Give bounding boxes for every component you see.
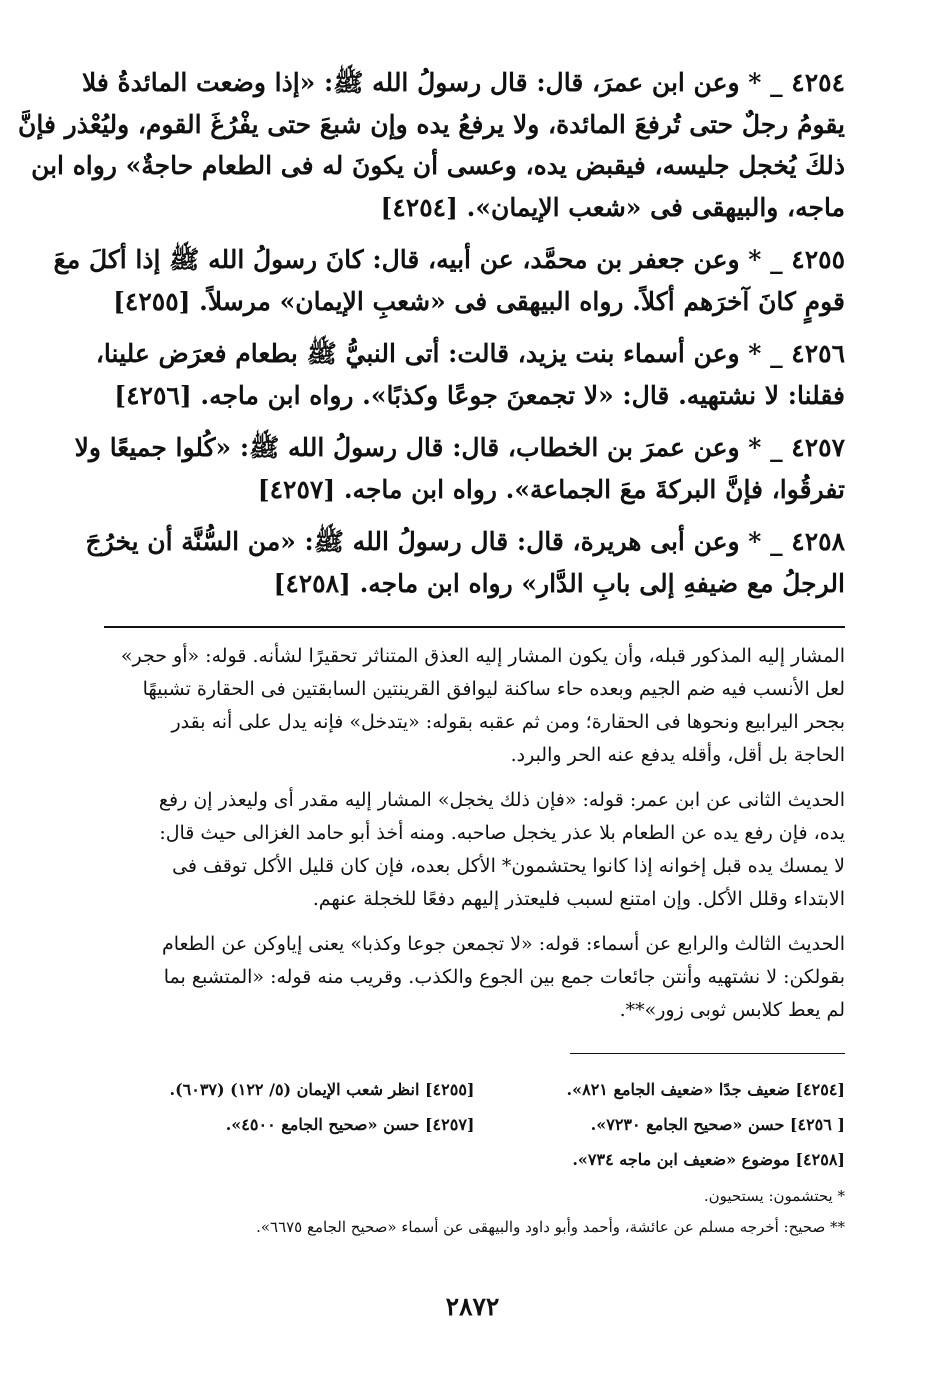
text-line: يقومُ رجلٌ حتى تُرفعَ المائدة، ولا يرفعُ يده وإن شبعَ حتى يفْرُغَ القوم، وليُعْذر فإنَّ xyxy=(18,109,845,139)
text-line: لا يمسك يده قبل إخوانه إذا كانوا يحتشمون* الأكل بعده، فإن كان قليل الأكل توقف فى xyxy=(172,855,845,877)
page-number: ٢٨٧٢ xyxy=(445,1292,500,1321)
reference-4255: [٤٢٥٥] انظر شعب الإيمان (٥/ ١٢٢) (٦٠٣٧). xyxy=(169,1080,475,1099)
reference-row xyxy=(104,1142,845,1177)
text-line: الرجلُ مع ضيفهِ إلى بابِ الدَّار» رواه ابن ماجه. [٤٢٥٨] xyxy=(273,568,845,598)
text-line: الحديث الثانى عن ابن عمر: قوله: «فإن ذلك يخجل» المشار إليه مقدر أى وليعذر إن رفع xyxy=(158,789,845,811)
hadith-4254 xyxy=(18,62,845,228)
commentary-section xyxy=(104,640,845,1027)
text-line: يده، فإن رفع يده عن الطعام بلا عذر يخجل صاحبه. ومنه أخذ أبو حامد الغزالى حيث قال: xyxy=(159,822,845,844)
text-line: ذلكَ يُخجل جليسه، فيقبض يده، وعسى أن يكونَ له فى الطعام حاجةٌ» رواه ابن xyxy=(31,151,845,180)
takhrij-references xyxy=(104,1072,845,1177)
text-line: ٤٢٥٦ _ * وعن أسماء بنت يزيد، قالت: أتى النبيُّ ﷺ بطعام فعرَض علينا، xyxy=(95,339,845,368)
hadith-section xyxy=(18,62,845,604)
reference-4258: [٤٢٥٨] موضوع «ضعيف ابن ماجه ٧٣٤». xyxy=(572,1150,845,1169)
text-line: الحديث الثالث والرابع عن أسماء: قوله: «لا تجمعن جوعا وكذبا» يعنى إياوكن عن الطعام xyxy=(161,933,845,955)
reference-row xyxy=(104,1072,845,1107)
text-line: لم يعط كلابس ثوبى زور»**. xyxy=(619,999,845,1021)
commentary-paragraph xyxy=(104,928,845,1027)
text-line: المشار إليه المذكور قبله، وأن يكون المشار إليه العذق المتناثر تحقيرًا لشأنه. قوله: «أو حجر» xyxy=(120,645,845,667)
text-line: ٤٢٥٧ _ * وعن عمرَ بن الخطاب، قال: قال رسولُ الله ﷺ: «كُلوا جميعًا ولا xyxy=(74,433,845,462)
footnotes xyxy=(104,1181,845,1243)
text-line: لعل الأنسب فيه ضم الجيم وبعده حاء ساكنة ليوافق القرينتين السابقتين فى الحقارة تشبيهًا xyxy=(142,678,845,700)
text-line: ماجه، والبيهقى فى «شعب الإيمان». [٤٢٥٤] xyxy=(380,192,845,222)
reference-4254: [٤٢٥٤] ضعيف جدًا «ضعيف الجامع ٨٢١». xyxy=(566,1080,845,1099)
footnote-double-star: ** صحيح: أخرجه مسلم عن عائشة، وأحمد وأبو داود والبيهقى عن أسماء «صحيح الجامع ٦٦٧٥». xyxy=(256,1218,845,1236)
footnote-star: * يحتشمون: يستحيون. xyxy=(703,1187,845,1205)
text-line: الابتداء وقلل الأكل. وإن امتنع لسبب فليعتذر إليهم دفعًا للخجلة عنهم. xyxy=(312,888,845,910)
hadith-4257 xyxy=(74,427,845,510)
hadith-4255 xyxy=(53,239,845,322)
hadith-4258 xyxy=(85,521,845,604)
reference-row xyxy=(104,1107,845,1142)
text-line: بجحر اليرابيع ونحوها فى الحقارة؛ ومن ثم عقبه بقوله: «يتدخل» فإنه يدل على أنه بقدر xyxy=(171,711,845,733)
text-line: الحاجة بل أقل، وأقله يدفع عنه الحر والبرد. xyxy=(510,744,845,766)
text-line: ٤٢٥٨ _ * وعن أبى هريرة، قال: قال رسولُ الله ﷺ: «من السُّنَّة أن يخرُجَ xyxy=(85,527,845,556)
section-divider xyxy=(104,626,845,628)
reference-4257: [٤٢٥٧] حسن «صحيح الجامع ٤٥٠٠». xyxy=(225,1115,475,1134)
commentary-paragraph xyxy=(104,640,845,772)
reference-4256: [ ٤٢٥٦] حسن «صحيح الجامع ٧٢٣٠». xyxy=(590,1115,845,1134)
text-line: ٤٢٥٥ _ * وعن جعفر بن محمَّد، عن أبيه، قال: كانَ رسولُ الله ﷺ إذا أكلَ معَ xyxy=(53,245,845,274)
text-line: بقولكن: لا نشتهيه وأنتن جائعات جمع بين الجوع والكذب. وقريب منه قوله: «المتشبع بما xyxy=(163,966,845,988)
commentary-paragraph xyxy=(104,784,845,916)
text-line: فقلنا: لا نشتهيه. قال: «لا تجمعنَ جوعًا وكذبًا». رواه ابن ماجه. [٤٢٥٦] xyxy=(114,380,845,410)
text-line: قومٍ كانَ آخرَهم أكلاً. رواه البيهقى فى «شعبِ الإيمان» مرسلاً. [٤٢٥٥] xyxy=(113,286,845,316)
text-line: تفرقُوا، فإنَّ البركةَ معَ الجماعة». رواه ابن ماجه. [٤٢٥٧] xyxy=(257,474,845,504)
footnote-divider xyxy=(570,1053,845,1054)
hadith-4256 xyxy=(95,333,845,416)
text-line: ٤٢٥٤ _ * وعن ابن عمرَ، قال: قال رسولُ الله ﷺ: «إذا وضعت المائدةُ فلا xyxy=(81,68,845,97)
